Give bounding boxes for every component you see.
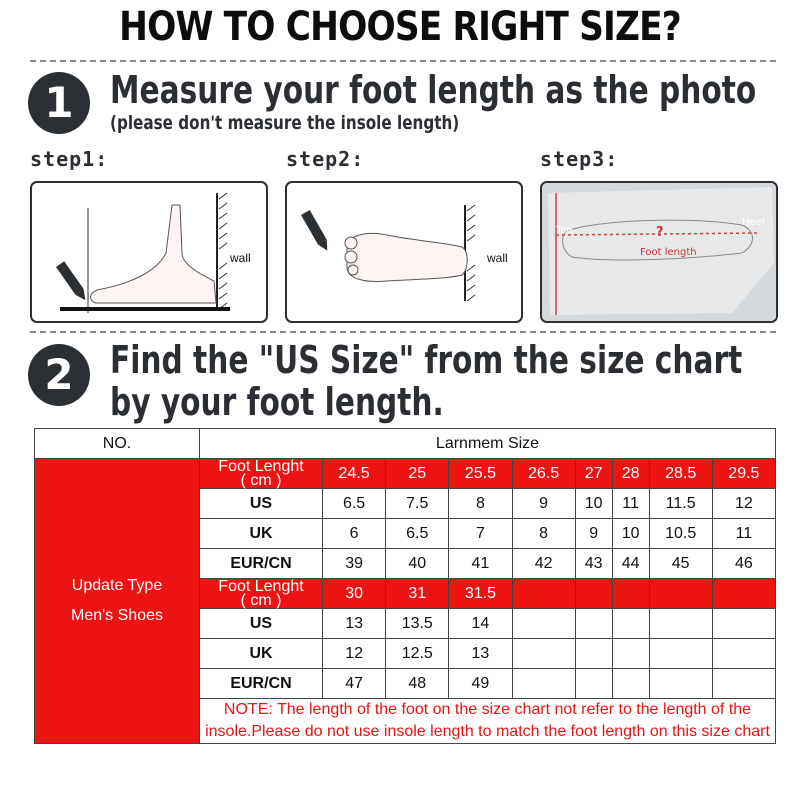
size-cell [712,639,775,669]
cm-cell: 31 [386,579,449,609]
size-cell: 45 [649,549,712,579]
divider [30,331,776,333]
row-label: UK [200,639,323,669]
row-label: UK [200,519,323,549]
cm-cell: 28.5 [649,459,712,489]
foot-length-unit: ( cm ) [240,591,282,609]
size-cell: 40 [386,549,449,579]
section1-subheading: (please don't measure the insole length) [110,112,460,134]
size-cell: 7 [449,519,512,549]
size-cell: 9 [575,519,612,549]
size-cell [575,609,612,639]
size-cell: 11.5 [649,489,712,519]
size-cell: 44 [612,549,649,579]
size-cell [712,609,775,639]
cm-cell: 31.5 [449,579,512,609]
size-chart [34,428,776,744]
size-cell [512,609,575,639]
foot-length-unit: ( cm ) [240,471,282,489]
size-cell [612,669,649,699]
step-number-badge: 1 [28,72,90,134]
size-cell: 9 [512,489,575,519]
cm-cell: 27 [575,459,612,489]
size-cell: 13.5 [386,609,449,639]
question-mark: ? [656,225,664,240]
product-type-line2: Men's Shoes [71,607,163,624]
size-cell: 49 [449,669,512,699]
product-type-line1: Update Type [71,577,163,594]
toe-label: Toe [556,225,573,236]
step1-label: step1: [30,147,109,171]
cm-cell [612,579,649,609]
step-number-badge: 2 [28,344,90,406]
heel-label: Heel [742,217,765,228]
size-cell: 42 [512,549,575,579]
size-cell: 46 [712,549,775,579]
cm-cell [649,579,712,609]
cm-cell: 24.5 [323,459,386,489]
size-cell: 10 [612,519,649,549]
size-cell: 7.5 [386,489,449,519]
step3-label: step3: [540,147,619,171]
size-cell [575,669,612,699]
section1-heading: Measure your foot length as the photo [110,68,757,112]
size-cell: 12.5 [386,639,449,669]
step1-illustration [30,181,268,323]
foot-length-text: Foot Lenght [218,577,304,595]
size-cell: 8 [449,489,512,519]
size-cell: 10.5 [649,519,712,549]
size-cell [612,639,649,669]
size-cell [512,639,575,669]
size-cell [512,669,575,699]
wall-label: wall [487,251,508,265]
page-title: HOW TO CHOOSE RIGHT SIZE? [119,4,681,50]
size-cell: 8 [512,519,575,549]
size-cell: 10 [575,489,612,519]
size-cell: 13 [323,609,386,639]
size-cell: 13 [449,639,512,669]
size-cell [575,639,612,669]
size-cell: 47 [323,669,386,699]
size-cell: 48 [386,669,449,699]
product-type-label [35,459,200,744]
size-cell: 43 [575,549,612,579]
size-cell: 14 [449,609,512,639]
cm-cell: 25.5 [449,459,512,489]
size-note: NOTE: The length of the foot on the size chart not refer to the length of the insole.Please do not use insole length to match the foot length on this size chart [200,699,776,744]
foot-length-text: Foot Lenght [218,457,304,475]
row-label: EUR/CN [200,669,323,699]
size-cell [712,669,775,699]
size-cell: 12 [323,639,386,669]
cm-cell: 29.5 [712,459,775,489]
no-header: NO. [35,429,200,459]
step2-illustration [285,181,523,323]
size-cell [649,669,712,699]
cm-cell: 26.5 [512,459,575,489]
size-cell: 6.5 [386,519,449,549]
size-cell [649,609,712,639]
row-label: US [200,489,323,519]
section2-heading-line2: by your foot length. [110,380,444,424]
cm-cell: 25 [386,459,449,489]
foot-length-header [200,459,323,489]
size-cell: 11 [612,489,649,519]
size-cell [649,639,712,669]
cm-cell [512,579,575,609]
foot-length-label: Foot length [640,247,697,258]
divider [30,60,776,62]
cm-cell [712,579,775,609]
size-cell: 39 [323,549,386,579]
size-cell: 41 [449,549,512,579]
cm-cell: 30 [323,579,386,609]
step2-label: step2: [286,147,365,171]
row-label: US [200,609,323,639]
row-label: EUR/CN [200,549,323,579]
size-cell: 12 [712,489,775,519]
size-cell: 11 [712,519,775,549]
size-cell: 6.5 [323,489,386,519]
cm-cell [575,579,612,609]
size-cell [612,609,649,639]
size-cell: 6 [323,519,386,549]
foot-length-header [200,579,323,609]
size-header: Larnmem Size [200,429,776,459]
wall-label: wall [230,251,251,265]
cm-cell: 28 [612,459,649,489]
section2-heading-line1: Find the "US Size" from the size chart [110,338,743,382]
step3-photo [540,181,778,323]
